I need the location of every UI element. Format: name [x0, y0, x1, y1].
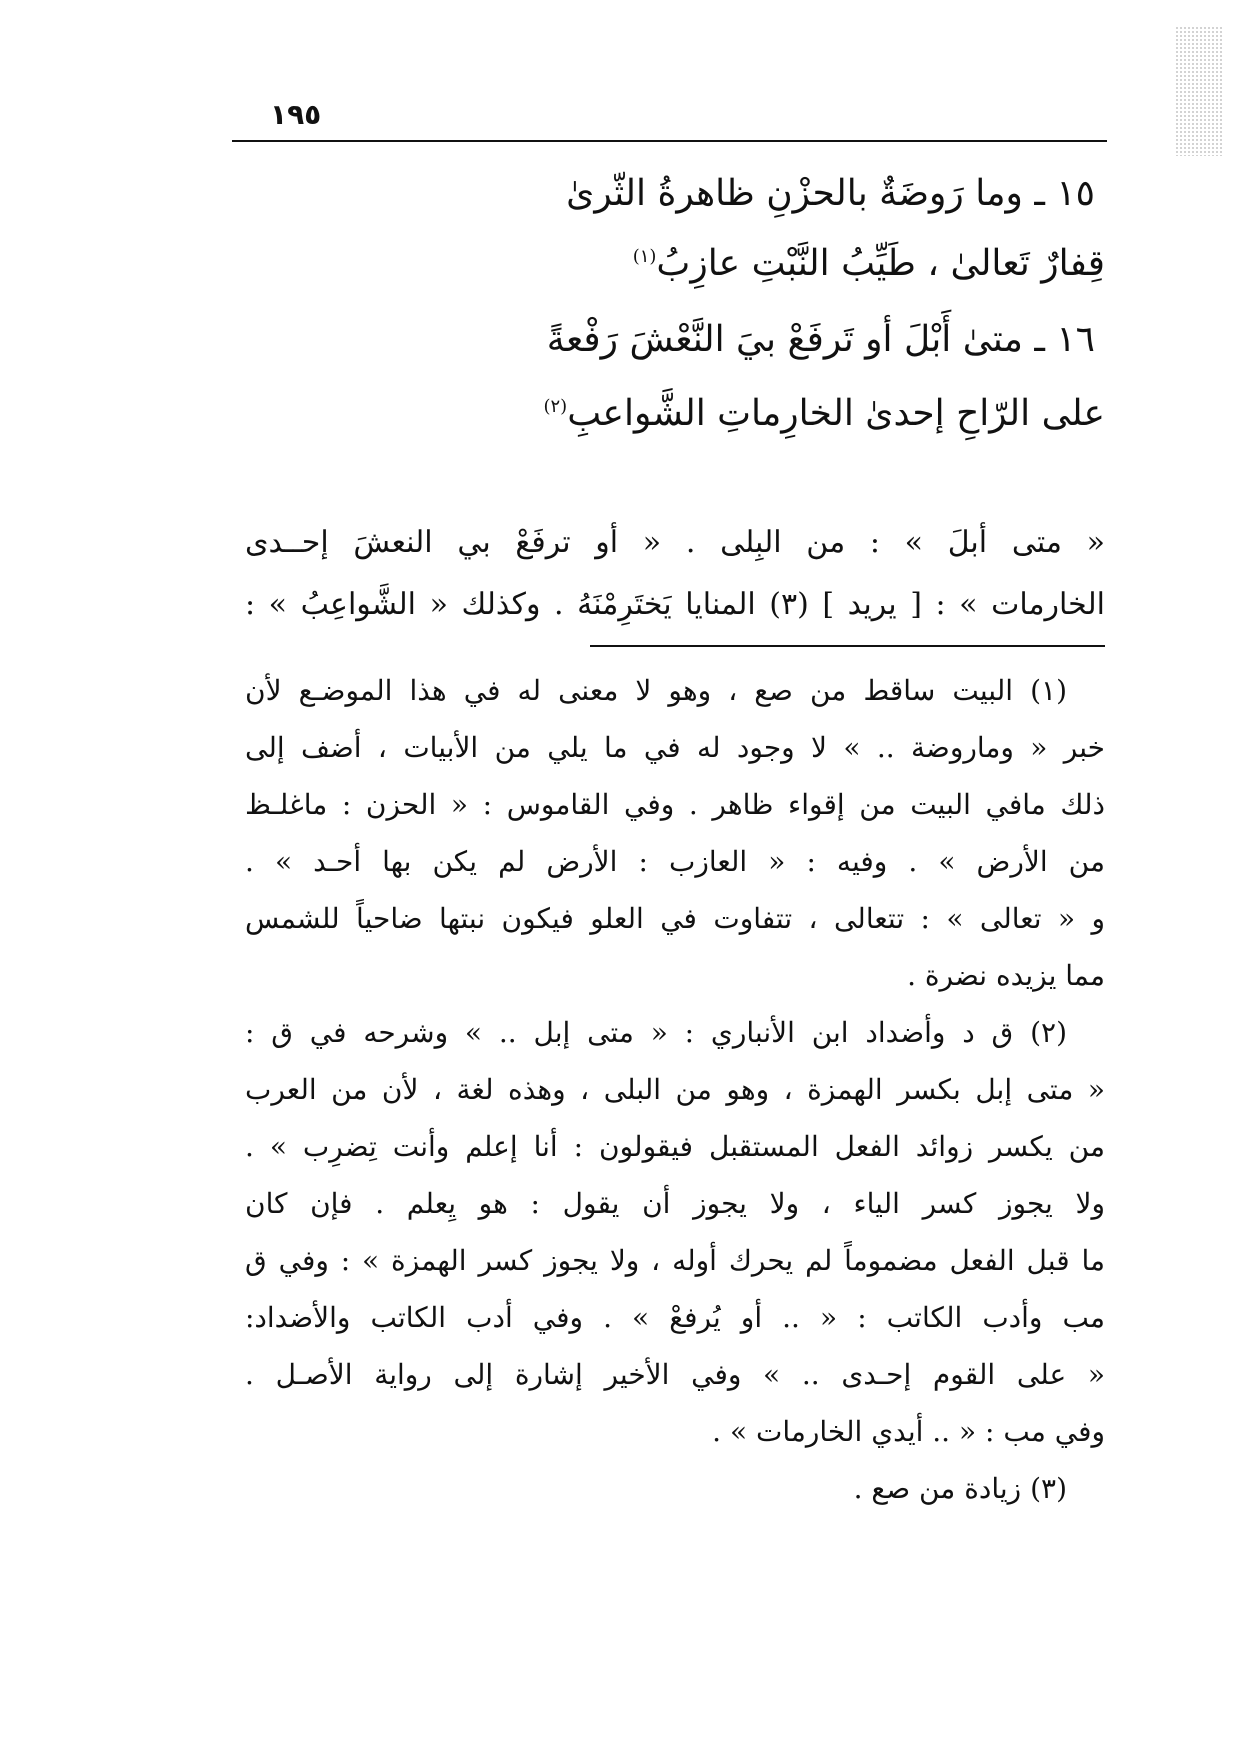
footnote-3	[245, 1460, 1105, 1517]
scan-edge-texture	[1175, 26, 1223, 156]
verse-16-first-hemistich	[547, 318, 1095, 361]
commentary-line: الخارمات » : [ يريد ] (٣) المنايا يَختَرِمْنَهُ . وكذلك « الشَّواعِبُ » :	[245, 587, 1105, 622]
footnote-line: مما يزيده نضرة .	[907, 959, 1105, 992]
page-header	[232, 90, 1107, 142]
footnote-line: (٢) ق د وأضداد ابن الأنباري : « متى إبل .. » وشرحه في ق :	[245, 1016, 1067, 1049]
verse-15-second-hemistich	[633, 242, 1105, 285]
footnote-line: (١) البيت ساقط من صع ، وهو لا معنى له في هذا الموضـع لأن	[245, 674, 1067, 707]
footnote-line: مب وأدب الكاتب : « .. أو يُرفعْ » . وفي أدب الكاتب والأضداد:	[245, 1301, 1105, 1334]
verse-15-first-hemistich-text: ١٥ ـ وما رَوضَةٌ بالحزْنِ ظاهرةُ الثّرىٰ	[566, 173, 1095, 214]
verse-15-second-hemistich-text: قِفارٌ تَعالىٰ ، طَيِّبُ النَّبْتِ عازِبُ	[656, 243, 1105, 284]
footnote-line: ذلك مافي البيت من إقواء ظاهر . وفي القاموس : « الحزن : ماغلـظ	[245, 788, 1105, 821]
footnote-line: « على القوم إحـدى .. » وفي الأخير إشارة إلى رواية الأصـل .	[245, 1358, 1105, 1391]
verse-16-first-hemistich-text: ١٦ ـ متىٰ أَبْلَ أو تَرفَعْ بيَ النَّعْشَ رَفْعةً	[546, 319, 1095, 360]
footnote-1	[245, 662, 1105, 1004]
footnote-2	[245, 1004, 1105, 1460]
commentary-block	[245, 512, 1105, 636]
footnote-line: ما قبل الفعل مضموماً لم يحرك أوله ، ولا يجوز كسر الهمزة » : وفي ق	[245, 1244, 1105, 1277]
commentary-line: « متى أبلَ » : من البِلى . « أو ترفَعْ بي النعشَ إحــدى	[245, 525, 1105, 560]
header-rule	[232, 140, 1107, 142]
footnotes-section	[245, 662, 1105, 1517]
footnote-line: من يكسر زوائد الفعل المستقبل فيقولون : أنا إعلم وأنت تِضرِب » .	[245, 1130, 1105, 1163]
verse-16-second-hemistich-text: على الرّاحِ إحدىٰ الخارِماتِ الشَّواعبِ	[567, 393, 1105, 434]
footnote-ref-2: (٢)	[543, 396, 568, 417]
footnote-line: و « تعالى » : تتعالى ، تتفاوت في العلو فيكون نبتها ضاحياً للشمس	[245, 902, 1105, 935]
footnote-line: وفي مب : « .. أيدي الخارمات » .	[712, 1415, 1105, 1448]
footnote-line: ولا يجوز كسر الياء ، ولا يجوز أن يقول : هو يِعلم . فإن كان	[245, 1187, 1105, 1220]
footnote-separator-rule	[590, 645, 1105, 647]
footnote-line: (٣) زيادة من صع .	[853, 1472, 1067, 1505]
footnote-line: « متى إبل بكسر الهمزة ، وهو من البلى ، وهذه لغة ، لأن من العرب	[245, 1073, 1106, 1106]
verse-15-first-hemistich	[566, 172, 1095, 215]
footnote-line: خبر « وماروضة .. » لا وجود له في ما يلي من الأبيات ، أضف إلى	[245, 731, 1105, 764]
footnote-ref-1: (١)	[632, 246, 657, 267]
page-number: ١٩٥	[270, 98, 322, 131]
verse-16-second-hemistich	[543, 392, 1105, 435]
footnote-line: من الأرض » . وفيه : « العازب : الأرض لم يكن بها أحـد » .	[245, 845, 1105, 878]
